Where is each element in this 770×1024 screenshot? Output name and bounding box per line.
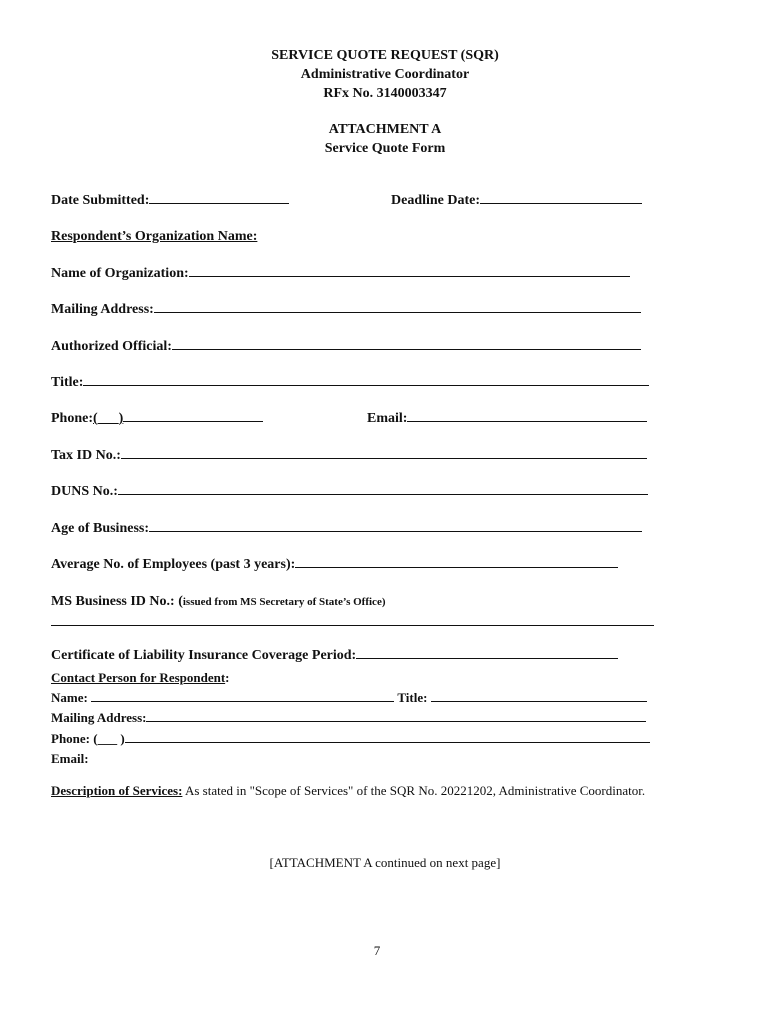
phone-field[interactable] — [123, 420, 263, 422]
authorized-official-label: Authorized Official: — [51, 339, 172, 354]
phone-label: Phone: — [51, 411, 93, 426]
continued-note: [ATTACHMENT A continued on next page] — [269, 855, 501, 870]
page-number: 7 — [373, 943, 381, 958]
certificate-row — [51, 648, 618, 664]
respondent-org-label: Respondent’s Organization Name: — [51, 229, 258, 244]
mailing-address-field[interactable] — [154, 311, 641, 313]
duns-field[interactable] — [118, 493, 648, 495]
description-of-services — [51, 781, 651, 800]
mailing-address-label: Mailing Address: — [51, 302, 154, 317]
duns-label: DUNS No.: — [51, 484, 118, 499]
contact-phone-label: Phone: (___ ) — [51, 731, 125, 746]
description-label: Description of Services: — [51, 783, 183, 798]
deadline-date-row — [391, 193, 642, 209]
phone-row — [51, 411, 263, 427]
email-label: Email: — [367, 411, 408, 426]
duns-row — [51, 484, 648, 500]
respondent-org-heading — [51, 229, 257, 245]
contact-phone-row — [51, 731, 650, 747]
contact-name-row — [51, 690, 647, 706]
contact-heading-colon: : — [225, 670, 230, 685]
tax-id-row — [51, 448, 647, 464]
form-subtitle: Administrative Coordinator — [300, 67, 470, 82]
email-row — [367, 411, 647, 427]
org-name-label: Name of Organization: — [51, 266, 189, 281]
contact-email-row — [51, 751, 89, 767]
contact-heading-row — [51, 670, 230, 686]
contact-name-label: Name: — [51, 690, 88, 705]
rfx-number: RFx No. 3140003347 — [323, 86, 447, 101]
ms-business-id-label: MS Business ID No.: ( — [51, 594, 183, 609]
org-name-field[interactable] — [189, 275, 630, 277]
title-row — [51, 375, 649, 391]
date-submitted-row — [51, 193, 289, 209]
tax-id-field[interactable] — [121, 457, 647, 459]
contact-title-field[interactable] — [431, 700, 647, 702]
phone-area-code[interactable]: (___) — [93, 411, 124, 426]
contact-title-label: Title: — [397, 690, 428, 705]
description-text: As stated in "Scope of Services" of the SQR No. 20221202, Administrative Coordinator. — [182, 783, 646, 798]
title-field[interactable] — [83, 384, 649, 386]
contact-mailing-label: Mailing Address: — [51, 710, 147, 725]
form-title: SERVICE QUOTE REQUEST (SQR) — [271, 48, 499, 63]
age-business-field[interactable] — [149, 530, 642, 532]
deadline-date-field[interactable] — [480, 202, 642, 204]
contact-heading: Contact Person for Respondent — [51, 670, 226, 685]
contact-email-label: Email: — [51, 751, 89, 766]
avg-employees-row — [51, 557, 618, 573]
avg-employees-label: Average No. of Employees (past 3 years): — [51, 557, 296, 572]
org-name-row — [51, 266, 630, 282]
attachment-label: ATTACHMENT A — [328, 122, 442, 137]
contact-mailing-row — [51, 710, 646, 726]
attachment-title: Service Quote Form — [324, 141, 446, 156]
deadline-date-label: Deadline Date: — [391, 193, 481, 208]
contact-mailing-field[interactable] — [146, 720, 646, 722]
age-business-label: Age of Business: — [51, 521, 150, 536]
mailing-address-row — [51, 302, 641, 318]
ms-business-id-note: issued from MS Secretary of State’s Office) — [182, 596, 386, 608]
certificate-field[interactable] — [356, 657, 618, 659]
contact-name-field[interactable] — [91, 700, 394, 702]
ms-business-id-row — [51, 594, 386, 610]
authorized-official-row — [51, 339, 641, 355]
avg-employees-field[interactable] — [295, 566, 618, 568]
tax-id-label: Tax ID No.: — [51, 448, 121, 463]
email-field[interactable] — [407, 420, 647, 422]
authorized-official-field[interactable] — [172, 348, 641, 350]
ms-business-id-field[interactable] — [51, 624, 654, 626]
age-business-row — [51, 521, 642, 537]
date-submitted-field[interactable] — [149, 202, 289, 204]
title-label: Title: — [51, 375, 84, 390]
date-submitted-label: Date Submitted: — [51, 193, 150, 208]
contact-phone-field[interactable] — [125, 741, 650, 743]
certificate-label: Certificate of Liability Insurance Coverage Period: — [51, 648, 357, 663]
